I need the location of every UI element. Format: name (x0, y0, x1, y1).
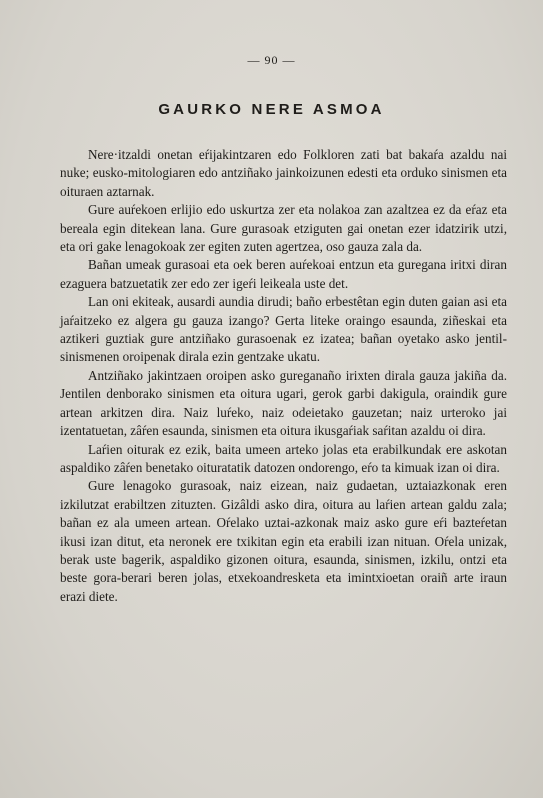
chapter-title: GAURKO NERE ASMOA (158, 101, 385, 118)
page-number: — 90 — (247, 53, 296, 67)
paragraph: Gure auŕekoen erlijio edo uskurtza zer eta nolakoa zan azaltzea ez da eŕaz eta bereala egin ditekean lana. Gure gurasoak etziguten gai onetan ezer idatzirik utzi, eta ori gake lenagokoak zer egiten zuten agertzea, oso gauza zala da. (60, 202, 507, 255)
paragraph: Gure lenagoko gurasoak, naiz eizean, naiz gudaetan, uztaiazkonak eren izkilutzat erabiltzen zituzten. Gizâldi asko dira, oitura au laŕien artean galdu zala; bañan ez ala umeen artean. Oŕelako uztai-azkonak maiz asko gure eŕi bazteŕetan ikusi izan ditut, eta neronek ere txikitan egin eta erabili izan nituan. Oŕela unizak, berak uste bagerik, aspaldiko gizonen oitura, esaunda, sinismen, izkilu, ontzi eta beste gora-berari beren jolas, etxekoandresketa eta imintxioetan oraiñ arte iraun erazi diete. (60, 478, 507, 604)
paragraph: Lan oni ekiteak, ausardi aundia dirudi; baño erbestêtan egin duten gaian asi eta jaŕaitzeko ez algera gu gauza izango? Gerta liteke oraingo esaunda, ziñeskai eta aztikeri guztiak gure antziñako gurasoenak ez izatea; bañan oyetako asko jentil-sinismenen oroipenak dirala ezin gentzake ukatu. (60, 294, 507, 365)
paragraph: Nere·itzaldi onetan eŕijakintzaren edo Folkloren zati bat bakaŕa azaldu nai nuke; eusko-mitologiaren edo antziñako jainkoizunen edesti eta orduko sinismen eta oituraen aztarnak. (60, 147, 507, 199)
paragraph: Laŕien oiturak ez ezik, baita umeen arteko jolas eta erabilkundak ere askotan aspaldiko zâŕen benetako oituratatik datozen ondorengo, eŕo ta kimuak izan oi dira. (60, 441, 507, 475)
body-text (60, 146, 507, 606)
paragraph: Bañan umeak gurasoai eta oek beren auŕekoai entzun eta guregana iritxi diran ezaguera batzuetatik zer edo zer igeŕi leikeala uste det. (60, 257, 507, 291)
paragraph: Antziñako jakintzaen oroipen asko gureganaño irixten dirala gauza jakiña da. Jentilen denborako sinismen eta oitura ugari, gerok garbi dakigula, oraindik gure artean arkitzen dira. Naiz luŕeko, naiz odeietako gauzetan; naiz urteroko jai izentatuetan, zâŕen esaunda, sinismen eta oitura ikusgaŕiak saŕitan azaldu oi dira. (60, 367, 507, 439)
